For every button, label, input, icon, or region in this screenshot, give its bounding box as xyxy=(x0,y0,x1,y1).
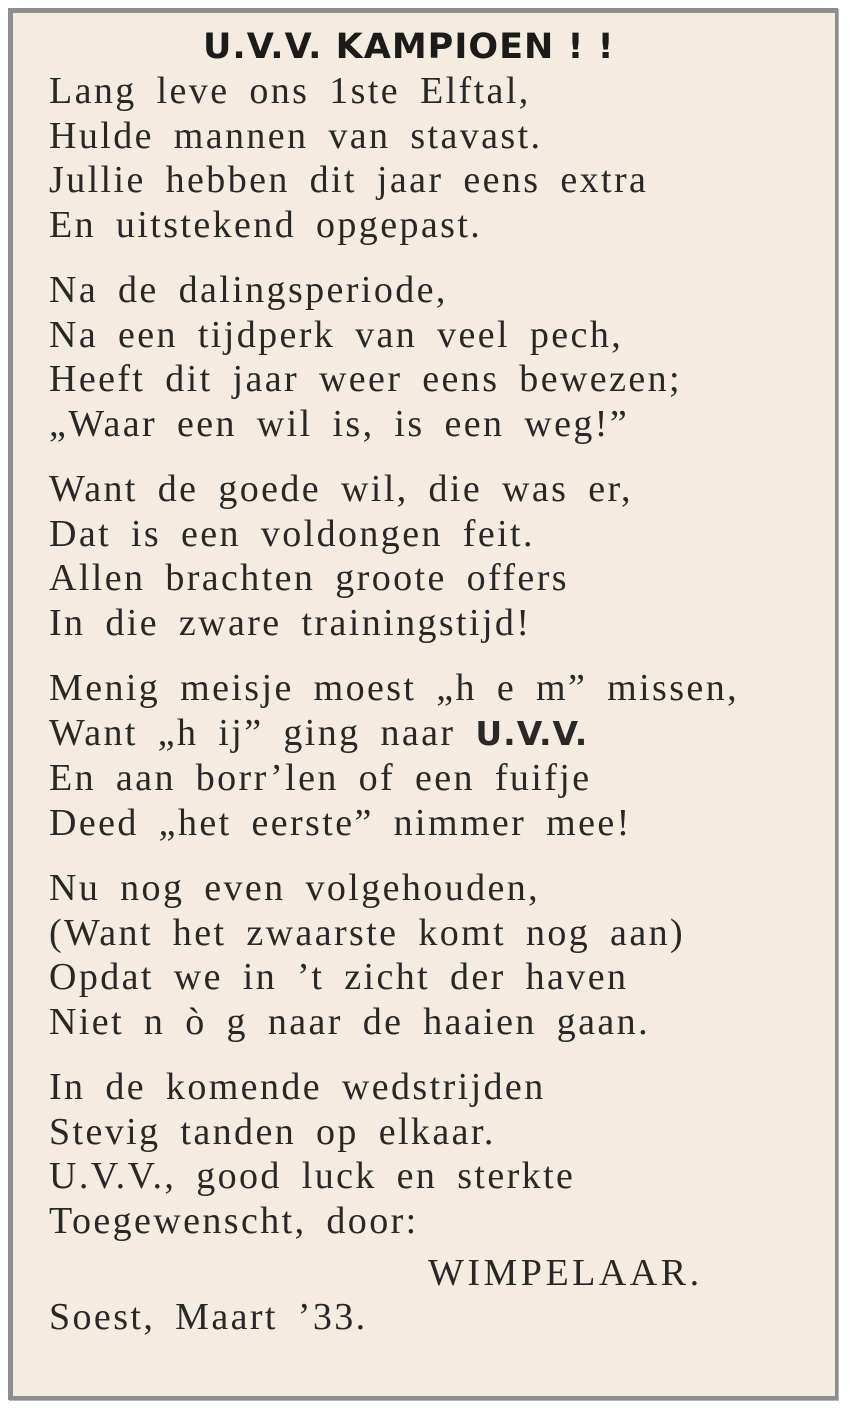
stanza-4 xyxy=(49,666,819,845)
poem-line: Na de dalingsperiode, xyxy=(49,269,448,311)
stanza-5 xyxy=(49,866,819,1044)
poem-line: (Want het zwaarste komt nog aan) xyxy=(49,911,686,954)
stanza-2 xyxy=(49,268,819,446)
poem-line: Na een tijdperk van veel pech, xyxy=(49,313,624,356)
stanza-1 xyxy=(49,69,819,247)
poem-line: Niet n ò g naar de haaien gaan. xyxy=(49,1000,650,1043)
poem-line: Heeft dit jaar weer eens bewezen; xyxy=(49,358,682,400)
poem-line: In de komende wedstrijden xyxy=(49,1066,546,1108)
poem-line: Menig meisje moest „h e m” missen, xyxy=(49,667,739,709)
poem-line: Deed „het eerste” nimmer mee! xyxy=(49,801,632,844)
poem-line: In die zware trainingstijd! xyxy=(49,601,532,644)
place-date: Soest, Maart ’33. xyxy=(49,1296,368,1338)
poem-line: Nu nog even volgehouden, xyxy=(49,867,541,909)
poem-line: En uitstekend opgepast. xyxy=(49,203,483,246)
poem-line-text: Want „h ij” ging naar xyxy=(49,711,456,754)
poem-body xyxy=(49,69,819,1264)
club-name: U.V.V. xyxy=(475,713,589,753)
poem-line: U.V.V., good luck en sterkte xyxy=(49,1155,576,1197)
poem-line: „Waar een wil is, is een weg!” xyxy=(49,402,630,445)
clipping-paper xyxy=(13,13,835,1396)
poem-line: Lang leve ons 1ste Elftal, xyxy=(49,70,531,112)
poem-line: Jullie hebben dit jaar eens extra xyxy=(49,159,649,201)
poem-line: Dat is een voldongen feit. xyxy=(49,512,535,555)
poem-line: Opdat we in ’t zicht der haven xyxy=(49,956,629,998)
poem-line: Toegewenscht, door: xyxy=(49,1199,419,1242)
poem-line: Stevig tanden op elkaar. xyxy=(49,1110,496,1153)
poem-line: Allen brachten groote offers xyxy=(49,557,569,599)
author-signature: WIMPELAAR. xyxy=(428,1252,703,1294)
poem-line: En aan borr’len of een fuifje xyxy=(49,757,592,799)
stanza-3 xyxy=(49,467,819,645)
poem-line: Hulde mannen van stavast. xyxy=(49,114,543,157)
poem-line: Want de goede wil, die was er, xyxy=(49,468,633,510)
poem-line-with-club xyxy=(49,711,819,757)
stanza-6 xyxy=(49,1065,819,1243)
poem-title: U.V.V. KAMPIOEN ! ! xyxy=(203,27,615,67)
